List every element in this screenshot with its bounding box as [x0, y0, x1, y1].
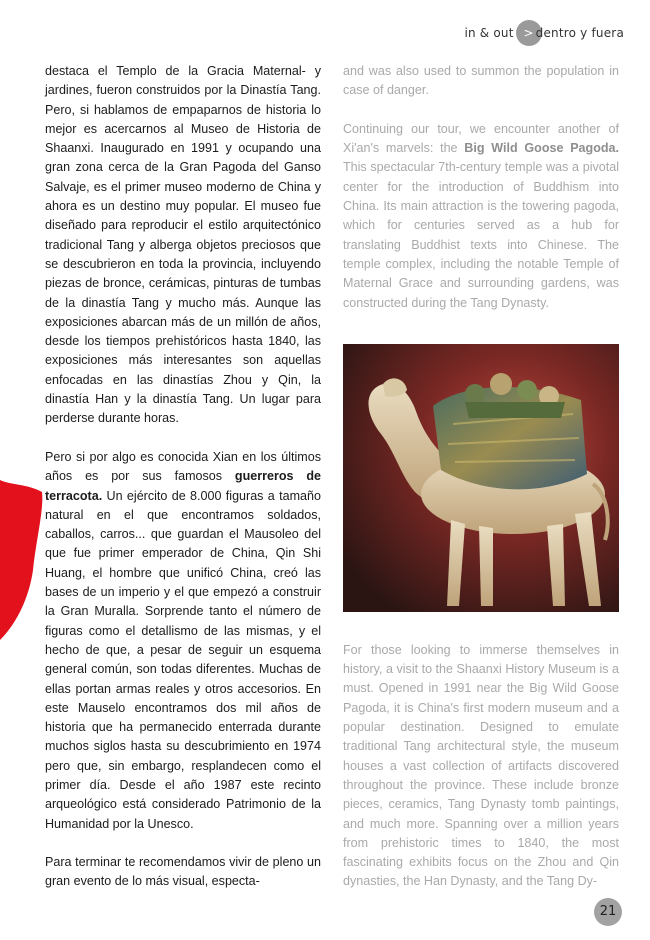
spanish-paragraph-3: Para terminar te recomendamos vivir de pleno un gran evento de lo más visual, especta- [45, 855, 321, 889]
spanish-column [45, 62, 321, 892]
header-section-label: in & out [464, 26, 514, 40]
spanish-paragraph-1: destaca el Templo de la Gracia Maternal- y jardines, fueron construidos por la Dinastía Tang. Pero, si hablamos de empaparnos de historia lo mejor es acercarnos al Museo de Historia de Shaanxi. Inaugurado en 1991 y ocupando una gran zona cerca de la Gran Pagoda del Ganso Salvaje, es el primer museo moderno de China y ahora es un destino muy popular. El museo fue diseñado para reproducir el estilo arquitectónico tradicional Tang y alberga objetos preciosos que se descubrieron en toda la provincia, incluyendo piezas de bronce, cerámicas, pinturas de tumbas de la dinastía Tang y mucho más. Aunque las exposiciones abarcan más de un millón de años, desde los tiempos prehistóricos hasta 1840, las exposiciones más interesantes son aquellas enfocadas en las dinastías Zhou y Qin, la dinastía Han y la dinastía Tang. Un lugar para perderse durante horas. [45, 64, 321, 426]
spanish-paragraph-2: Pero si por algo es conocida Xian en los últimos años es por sus famosos guerreros de terracota. Un ejército de 8.000 figuras a tamaño natural en el que encontramos soldados, caballos, carros... que guardan el Mausoleo del que fue primer emperador de China, Qin Shi Huang, el hombre que unificó China, creó las bases de un imperio y el que empezó a construir la Gran Muralla. Sorprende tanto el número de figuras como el detallismo de las mismas, y el hecho de que, a pesar de seguir un esquema general común, son todas diferentes. Muchas de ellas portan armas reales y otros accesorios. En este Mauselo encontramos dos mil años de historia que ha permanecido enterrada durante muchos siglos hasta su descubrimiento en 1974 pero que, sin embargo, resplandecen como el primer día. Desde el año 1987 este recinto arqueológico está considerado Patrimonio de la Humanidad por la Unesco. [45, 449, 321, 831]
page-number-badge: 21 [594, 898, 622, 926]
english-paragraph-3: For those looking to immerse themselves in history, a visit to the Shaanxi History Museum is a must. Opened in 1991 near the Big Wild Goose Pagoda, it is China's first modern museum and a popular destination. Designed to emulate traditional Tang architectural style, the museum houses a vast collection of artifacts discovered throughout the province. These include bronze pieces, ceramics, Tang Dynasty tomb paintings, and much more. Spanning over a million years from prehistoric times to 1840, the most fascinating exhibits focus on the Zhou and Qin dynasties, the Han Dynasty, and the Tang Dy- [343, 642, 619, 889]
highlight-pagoda: Big Wild Goose Pagoda. [464, 141, 619, 156]
english-paragraph-2: Continuing our tour, we encounter another of Xi'an's marvels: the Big Wild Goose Pagoda. This spectacular 7th-century temple was a pivotal center for the introduction of Buddhism into China. Its main attraction is the towering pagoda, which for centuries served as a hub for translating Buddhist texts into Chinese. The temple complex, including the notable Temple of Maternal Grace and surrounding gardens, was constructed during the Tang Dynasty. [343, 121, 619, 310]
red-brush-mark [0, 480, 46, 640]
camel-figurine-photo [343, 344, 619, 612]
english-paragraph-1: and was also used to summon the population in case of danger. [343, 64, 619, 98]
highlight-terracotta: guerreros de terracota. [45, 469, 321, 503]
english-column [343, 62, 619, 892]
header-separator-badge: > [516, 20, 542, 46]
section-header [464, 20, 624, 46]
header-section-subtitle: dentro y fuera [535, 26, 624, 40]
